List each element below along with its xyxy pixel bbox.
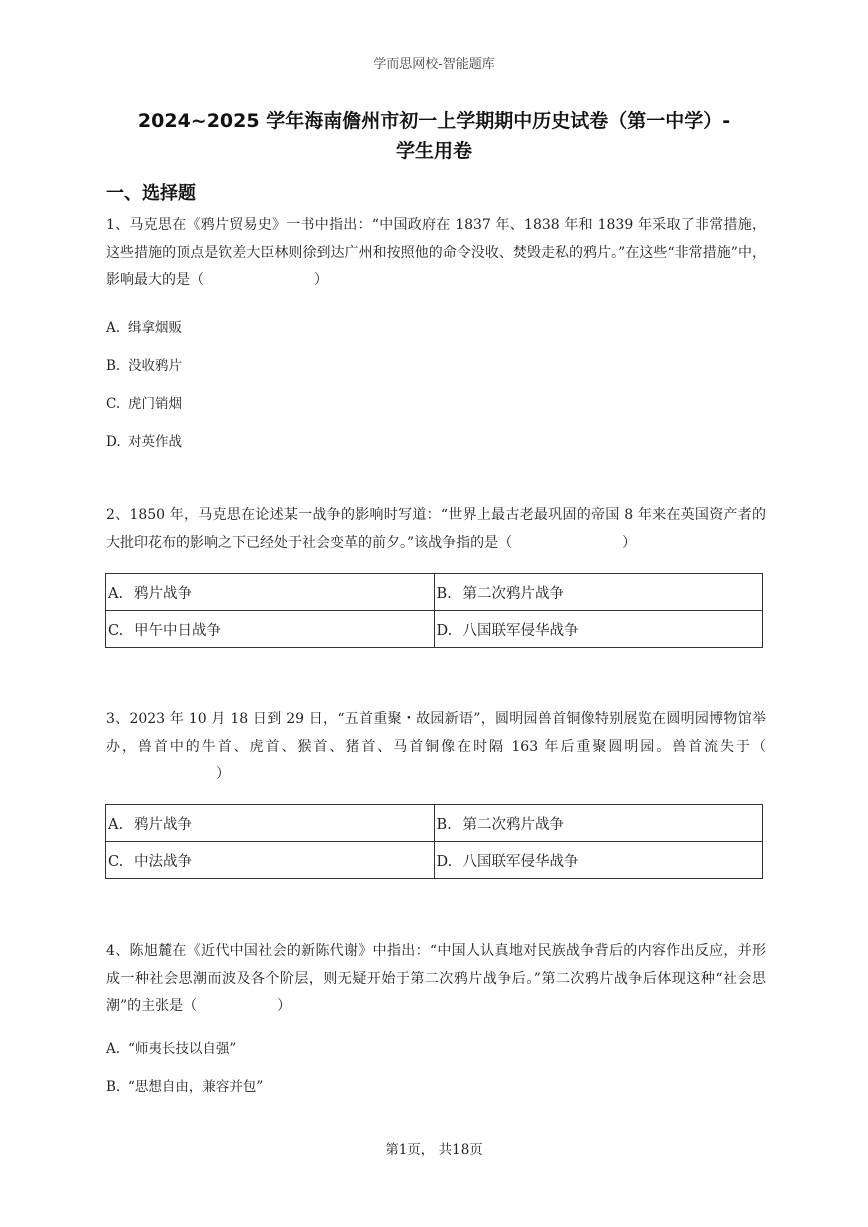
option-text: 没收鸦片 bbox=[128, 358, 182, 374]
section-title: 一、选择题 bbox=[106, 183, 196, 204]
option-letter: C. bbox=[106, 396, 121, 412]
question-2-options-table bbox=[105, 573, 763, 648]
option-text: 八国联军侵华战争 bbox=[462, 853, 579, 870]
option-text: 第二次鸦片战争 bbox=[462, 585, 564, 602]
question-2-option-d[interactable] bbox=[434, 611, 763, 648]
option-text: 甲午中日战争 bbox=[134, 622, 221, 639]
question-2-option-a[interactable] bbox=[106, 574, 435, 611]
option-text: 第二次鸦片战争 bbox=[462, 816, 564, 833]
question-4-text: 4、陈旭麓在《近代中国社会的新陈代谢》中指出：“中国人认真地对民族战争背后的内容作出反应，并形成一种社会思潮而波及各个阶层，则无疑开始于第二次鸦片战争后。”第二次鸦片战争后体现这种“社会思潮”的主张是（ bbox=[106, 943, 766, 1014]
question-3-option-d[interactable] bbox=[434, 842, 763, 879]
question-3-options-table bbox=[105, 804, 763, 879]
option-text: 缉拿烟贩 bbox=[128, 320, 182, 336]
question-3-option-b[interactable] bbox=[434, 805, 763, 842]
question-2-option-b[interactable] bbox=[434, 574, 763, 611]
option-letter: A. bbox=[106, 1041, 121, 1057]
option-letter: C. bbox=[108, 853, 124, 870]
question-1-text: 1、马克思在《鸦片贸易史》一书中指出：“中国政府在 1837 年、1838 年和 1839 年采取了非常措施，这些措施的顶点是钦差大臣林则徐到达广州和按照他的命令没收、焚毁走私的鸦片。”在这些“非常措施”中，影响最大的是（ bbox=[106, 217, 766, 288]
option-text: “师夷长技以自强” bbox=[128, 1041, 237, 1057]
question-3-option-c[interactable] bbox=[106, 842, 435, 879]
option-letter: C. bbox=[108, 622, 124, 639]
option-text: 八国联军侵华战争 bbox=[462, 622, 579, 639]
option-letter: B. bbox=[436, 816, 452, 833]
option-letter: D. bbox=[436, 853, 453, 870]
option-letter: B. bbox=[436, 585, 452, 602]
question-2-option-c[interactable] bbox=[106, 611, 435, 648]
question-1-option-a[interactable] bbox=[106, 316, 182, 336]
option-letter: A. bbox=[108, 585, 124, 602]
question-1-option-c[interactable] bbox=[106, 392, 182, 412]
option-text: 虎门销烟 bbox=[128, 396, 182, 412]
option-letter: B. bbox=[106, 358, 121, 374]
question-2-close: ） bbox=[622, 534, 637, 551]
exam-title-line2: 学生用卷 bbox=[395, 140, 472, 162]
question-1-stem bbox=[106, 212, 766, 295]
question-3-close: ） bbox=[216, 766, 230, 782]
option-text: 对英作战 bbox=[128, 434, 182, 450]
exam-title-line1: 2024~2025 学年海南儋州市初一上学期期中历史试卷（第一中学）- bbox=[137, 110, 731, 132]
option-letter: D. bbox=[436, 622, 453, 639]
question-3-text: 3、2023 年 10 月 18 日到 29 日，“五首重聚・故园新语”，圆明园兽首铜像特别展览在圆明园博物馆举办，兽首中的牛首、虎首、猴首、猪首、马首铜像在时隔 163 年后重聚圆明园。兽首流失于（ bbox=[106, 711, 766, 755]
option-text: 中法战争 bbox=[134, 853, 192, 870]
question-3-option-a[interactable] bbox=[106, 805, 435, 842]
option-letter: B. bbox=[106, 1079, 121, 1095]
option-letter: A. bbox=[108, 816, 124, 833]
option-letter: A. bbox=[106, 320, 121, 336]
question-4-option-b[interactable] bbox=[106, 1075, 263, 1095]
question-1-option-d[interactable] bbox=[106, 430, 182, 450]
option-text: “思想自由，兼容并包” bbox=[128, 1079, 264, 1095]
question-1-option-b[interactable] bbox=[106, 354, 182, 374]
page-footer: 第1页， 共18页 bbox=[385, 1142, 483, 1158]
option-text: 鸦片战争 bbox=[134, 816, 192, 833]
question-2-stem bbox=[106, 502, 766, 557]
question-2-text: 2、1850 年，马克思在论述某一战争的影响时写道：“世界上最古老最巩固的帝国 8 年来在英国资产者的大批印花布的影响之下已经处于社会变革的前夕。”该战争指的是（ bbox=[106, 507, 766, 551]
question-3-stem bbox=[106, 706, 766, 789]
page-header: 学而思网校-智能题库 bbox=[373, 57, 495, 72]
question-4-close: ） bbox=[277, 998, 292, 1014]
question-4-option-a[interactable] bbox=[106, 1037, 236, 1057]
exam-title bbox=[100, 106, 768, 166]
question-4-stem bbox=[106, 938, 766, 1021]
option-letter: D. bbox=[106, 434, 121, 450]
option-text: 鸦片战争 bbox=[134, 585, 192, 602]
question-1-close: ） bbox=[314, 272, 328, 288]
